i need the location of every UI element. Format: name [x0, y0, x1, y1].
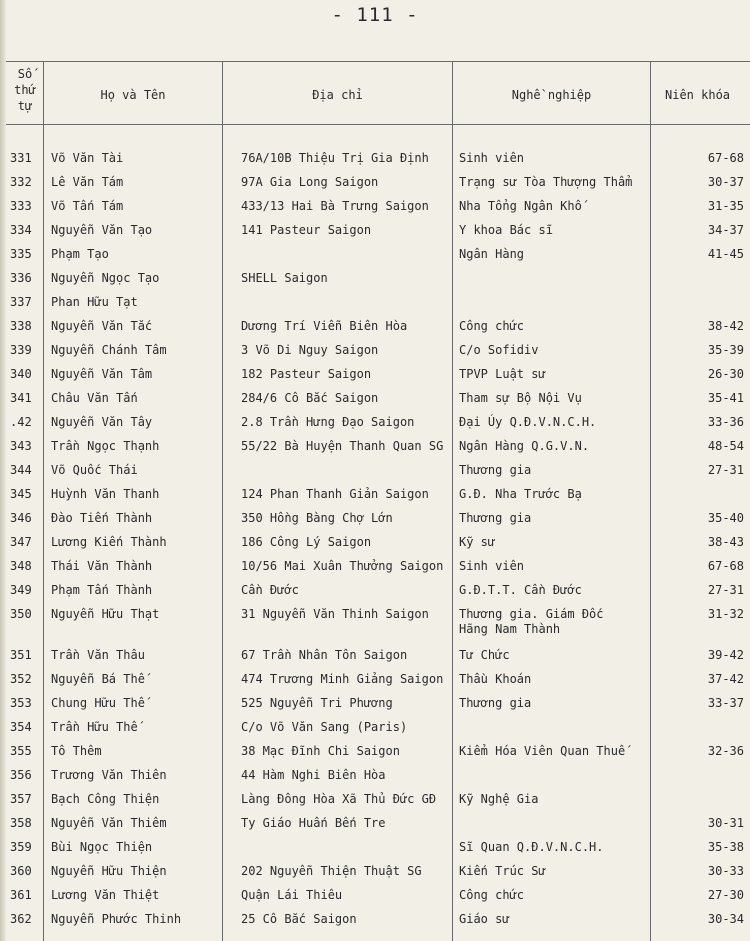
member-occupation: Công chức	[459, 888, 525, 902]
member-occupation: Công chức	[459, 319, 525, 333]
member-term: 27-30	[707, 888, 744, 902]
member-occupation: Kiến Trúc Sư	[459, 864, 546, 878]
member-term: 37-42	[707, 672, 744, 686]
member-term: 31-32	[707, 607, 744, 621]
member-address: Ty Giáo Huấn Bến Tre	[241, 816, 386, 830]
row-number: 334	[10, 223, 32, 237]
row-number: 354	[10, 720, 32, 734]
row-number: 358	[10, 816, 32, 830]
member-address: Dương Trí Viễn Biên Hòa	[241, 319, 408, 333]
member-occupation: Ngân Hàng	[459, 247, 525, 261]
member-address: 350 Hồng Bàng Chợ Lớn	[241, 511, 393, 525]
member-address: 55/22 Bà Huyện Thanh Quan SG	[241, 439, 444, 453]
column-rule	[452, 62, 453, 941]
row-number: 362	[10, 912, 32, 926]
member-address: SHELL Saigon	[241, 271, 328, 285]
member-name: Bạch Công Thiện	[51, 792, 160, 806]
row-number: 348	[10, 559, 32, 573]
row-number: 359	[10, 840, 32, 854]
member-occupation: Thương gia	[459, 696, 532, 710]
member-occupation: Sĩ Quan Q.Đ.V.N.C.H.	[459, 840, 604, 854]
member-name: Nguyễn Bá Thế	[51, 672, 145, 686]
member-occupation: Đại Úy Q.Đ.V.N.C.H.	[459, 415, 597, 429]
member-address: 474 Trương Minh Giảng Saigon	[241, 672, 444, 686]
member-name: Trần Ngọc Thạnh	[51, 439, 160, 453]
row-number: 352	[10, 672, 32, 686]
member-occupation: Kỹ Nghệ Gia	[459, 792, 539, 806]
member-occupation: Tham sự Bộ Nội Vụ	[459, 391, 582, 405]
member-name: Phạm Tấn Thành	[51, 583, 153, 597]
member-term: 26-30	[707, 367, 744, 381]
row-number: 344	[10, 463, 32, 477]
member-address: 38 Mạc Đĩnh Chi Saigon	[241, 744, 400, 758]
member-name: Nguyễn Phước Thinh	[51, 912, 182, 926]
member-term: 30-31	[707, 816, 744, 830]
row-number: 355	[10, 744, 32, 758]
member-name: Phạm Tạo	[51, 247, 109, 261]
member-term: 35-41	[707, 391, 744, 405]
member-address: Cần Đước	[241, 583, 299, 597]
row-number: 336	[10, 271, 32, 285]
member-term: 30-34	[707, 912, 744, 926]
row-number: 350	[10, 607, 32, 621]
member-term: 33-36	[707, 415, 744, 429]
member-term: 38-42	[707, 319, 744, 333]
member-address: 67 Trần Nhân Tôn Saigon	[241, 648, 408, 662]
member-address: 525 Nguyễn Tri Phương	[241, 696, 393, 710]
member-term: 32-36	[707, 744, 744, 758]
member-term: 30-37	[707, 175, 744, 189]
member-term: 33-37	[707, 696, 744, 710]
member-occupation: G.Đ. Nha Trước Bạ	[459, 487, 582, 501]
member-name: Nguyễn Chánh Tâm	[51, 343, 167, 357]
member-term: 67-68	[707, 559, 744, 573]
member-term: 31-35	[707, 199, 744, 213]
member-name: Nguyễn Văn Tạo	[51, 223, 153, 237]
member-term: 39-42	[707, 648, 744, 662]
member-address: 284/6 Cô Bắc Saigon	[241, 391, 379, 405]
member-name: Nguyễn Văn Tắc	[51, 319, 153, 333]
member-occupation: TPVP Luật sư	[459, 367, 546, 381]
row-number: 339	[10, 343, 32, 357]
header-top-rule	[6, 61, 750, 62]
member-term: 41-45	[707, 247, 744, 261]
member-term: 35-40	[707, 511, 744, 525]
row-number: 346	[10, 511, 32, 525]
member-address: 141 Pasteur Saigon	[241, 223, 372, 237]
member-occupation: Thương gia. Giám Đốc	[459, 607, 604, 621]
member-name: Nguyễn Văn Tây	[51, 415, 153, 429]
header-number-line: tự	[17, 99, 33, 113]
row-number: 340	[10, 367, 32, 381]
member-occupation: Thương gia	[459, 511, 532, 525]
member-name: Nguyễn Hữu Thiện	[51, 864, 167, 878]
member-name: Bùi Ngọc Thiện	[51, 840, 153, 854]
member-occupation: C/o Sofidiv	[459, 343, 539, 357]
member-name: Võ Quốc Thái	[51, 463, 138, 477]
member-name: Nguyễn Hữu Thạt	[51, 607, 160, 621]
member-address: 202 Nguyễn Thiện Thuật SG	[241, 864, 422, 878]
member-term: 35-39	[707, 343, 744, 357]
member-occupation: Y khoa Bác sĩ	[459, 223, 553, 237]
row-number: 353	[10, 696, 32, 710]
header-occupation: Nghề nghiệp	[511, 88, 592, 102]
member-term: 27-31	[707, 583, 744, 597]
member-occupation: Ngân Hàng Q.G.V.N.	[459, 439, 590, 453]
member-address: 44 Hàm Nghi Biên Hòa	[241, 768, 386, 782]
member-term: 48-54	[707, 439, 744, 453]
member-occupation: Sinh viên	[459, 559, 525, 573]
member-term: 38-43	[707, 535, 744, 549]
member-address: 31 Nguyễn Văn Thinh Saigon	[241, 607, 429, 621]
member-address: 76A/10B Thiệu Trị Gia Định	[241, 151, 429, 165]
member-name: Lương Văn Thiệt	[51, 888, 160, 902]
row-number: 343	[10, 439, 32, 453]
header-bottom-rule	[6, 124, 750, 125]
member-address: 2.8 Trần Hưng Đạo Saigon	[241, 415, 415, 429]
member-occupation: Tư Chức	[459, 648, 510, 662]
member-name: Thái Văn Thành	[51, 559, 153, 573]
header-number	[8, 66, 42, 114]
member-address: Làng Đông Hòa Xã Thủ Đức GĐ	[241, 792, 437, 806]
member-name: Nguyễn Văn Thiêm	[51, 816, 167, 830]
member-occupation-continued: Hãng Nam Thành	[459, 622, 561, 636]
member-name: Nguyễn Văn Tâm	[51, 367, 153, 381]
member-occupation: Kiểm Hóa Viên Quan Thuế	[459, 744, 626, 758]
header-name: Họ và Tên	[100, 88, 166, 102]
member-name: Đào Tiến Thành	[51, 511, 153, 525]
member-occupation: Giáo sư	[459, 912, 510, 926]
row-number: 361	[10, 888, 32, 902]
member-address: Quận Lái Thiêu	[241, 888, 343, 902]
member-occupation: Sinh viên	[459, 151, 525, 165]
row-number: 360	[10, 864, 32, 878]
row-number: 332	[10, 175, 32, 189]
member-address: 97A Gia Long Saigon	[241, 175, 379, 189]
member-occupation: Kỹ sư	[459, 535, 496, 549]
row-number: 351	[10, 648, 32, 662]
header-address: Địa chỉ	[312, 88, 363, 102]
member-term: 67-68	[707, 151, 744, 165]
member-name: Nguyễn Ngọc Tạo	[51, 271, 160, 285]
member-address: 433/13 Hai Bà Trưng Saigon	[241, 199, 429, 213]
row-number: 335	[10, 247, 32, 261]
column-rule	[222, 62, 223, 941]
member-occupation: G.Đ.T.T. Cần Đước	[459, 583, 582, 597]
member-address: 25 Cô Bắc Saigon	[241, 912, 357, 926]
row-number: 337	[10, 295, 32, 309]
row-number: 357	[10, 792, 32, 806]
member-address: 10/56 Mai Xuân Thưởng Saigon	[241, 559, 444, 573]
member-name: Lê Văn Tám	[51, 175, 124, 189]
header-number-line: thứ	[14, 83, 36, 97]
member-name: Lương Kiến Thành	[51, 535, 167, 549]
member-name: Phan Hữu Tạt	[51, 295, 138, 309]
row-number: 338	[10, 319, 32, 333]
member-name: Võ Văn Tài	[51, 151, 124, 165]
header-term: Niên khóa	[665, 88, 731, 102]
member-occupation: Nha Tổng Ngân Khố	[459, 199, 582, 213]
member-name: Trần Văn Thâu	[51, 648, 145, 662]
member-term: 34-37	[707, 223, 744, 237]
member-term: 35-38	[707, 840, 744, 854]
member-name: Châu Văn Tấn	[51, 391, 138, 405]
member-name: Tô Thêm	[51, 744, 102, 758]
member-address: C/o Võ Văn Sang (Paris)	[241, 720, 408, 734]
member-term: 27-31	[707, 463, 744, 477]
row-number: 345	[10, 487, 32, 501]
member-address: 182 Pasteur Saigon	[241, 367, 372, 381]
column-rule	[650, 62, 651, 941]
member-occupation: Thầu Khoán	[459, 672, 532, 686]
member-name: Chung Hữu Thế	[51, 696, 145, 710]
row-number: 331	[10, 151, 32, 165]
member-name: Huỳnh Văn Thanh	[51, 487, 160, 501]
member-name: Trương Văn Thiên	[51, 768, 167, 782]
member-name: Võ Tấn Tám	[51, 199, 124, 213]
page-number: - 111 -	[331, 4, 419, 26]
member-term: 30-33	[707, 864, 744, 878]
header-number-line: Số	[17, 67, 33, 81]
member-occupation: Thương gia	[459, 463, 532, 477]
row-number: .42	[10, 415, 32, 429]
row-number: 341	[10, 391, 32, 405]
row-number: 347	[10, 535, 32, 549]
row-number: 333	[10, 199, 32, 213]
member-address: 186 Công Lý Saigon	[241, 535, 372, 549]
member-occupation: Trạng sư Tòa Thượng Thẩm	[459, 175, 633, 189]
member-name: Trần Hữu Thế	[51, 720, 138, 734]
row-number: 349	[10, 583, 32, 597]
member-address: 124 Phan Thanh Giản Saigon	[241, 487, 429, 501]
member-address: 3 Võ Di Nguy Saigon	[241, 343, 379, 357]
row-number: 356	[10, 768, 32, 782]
